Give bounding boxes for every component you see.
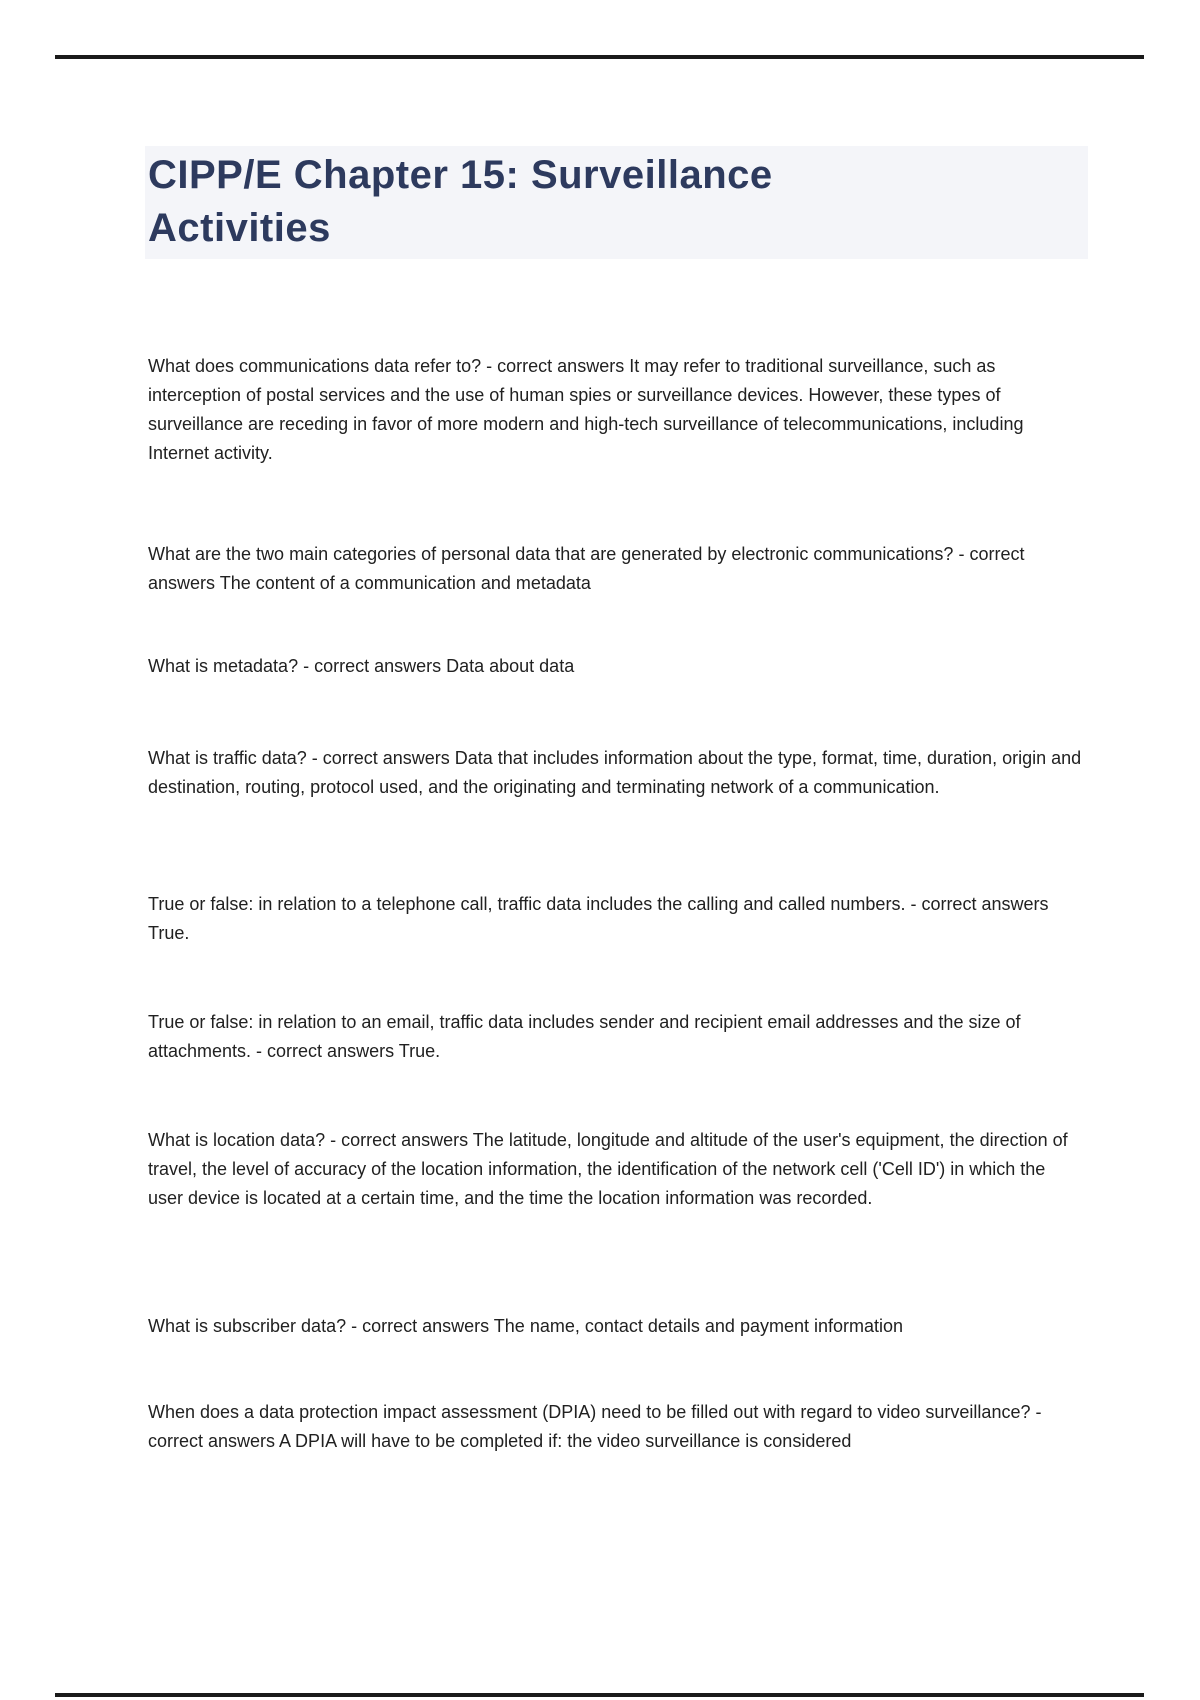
qa-paragraph: What is subscriber data? - correct answers The name, contact details and payment information (148, 1316, 904, 1336)
qa-paragraph: What is traffic data? - correct answers Data that includes information about the type, format, time, duration, origin and destination, routing, protocol used, and the originating and terminating network of a communication. (148, 748, 1082, 797)
qa-paragraph: What does communications data refer to? - correct answers It may refer to traditional surveillance, such as interception of postal services and the use of human spies or surveillance devices. However, these types of surveillance are receding in favor of more modern and high-tech surveillance of telecommunications, including Internet activity. (148, 356, 1024, 463)
qa-paragraph: What is metadata? - correct answers Data about data (148, 656, 575, 676)
bottom-rule (55, 1693, 1144, 1697)
qa-paragraph: True or false: in relation to a telephone call, traffic data includes the calling and called numbers. - correct answers True. (148, 894, 1049, 943)
qa-paragraph: True or false: in relation to an email, traffic data includes sender and recipient email addresses and the size of attachments. - correct answers True. (148, 1012, 1021, 1061)
qa-paragraph: What are the two main categories of personal data that are generated by electronic communications? - correct answers The content of a communication and metadata (148, 544, 1025, 593)
qa-paragraph: When does a data protection impact assessment (DPIA) need to be filled out with regard to video surveillance? - correct answers A DPIA will have to be completed if: the video surveillance is considered (148, 1402, 1042, 1451)
qa-paragraph: What is location data? - correct answers The latitude, longitude and altitude of the user's equipment, the direction of travel, the level of accuracy of the location information, the identification of the network cell ('Cell ID') in which the user device is located at a certain time, and the time the location information was recorded. (148, 1130, 1068, 1208)
document-title: CIPP/E Chapter 15: Surveillance Activities (145, 146, 1088, 259)
